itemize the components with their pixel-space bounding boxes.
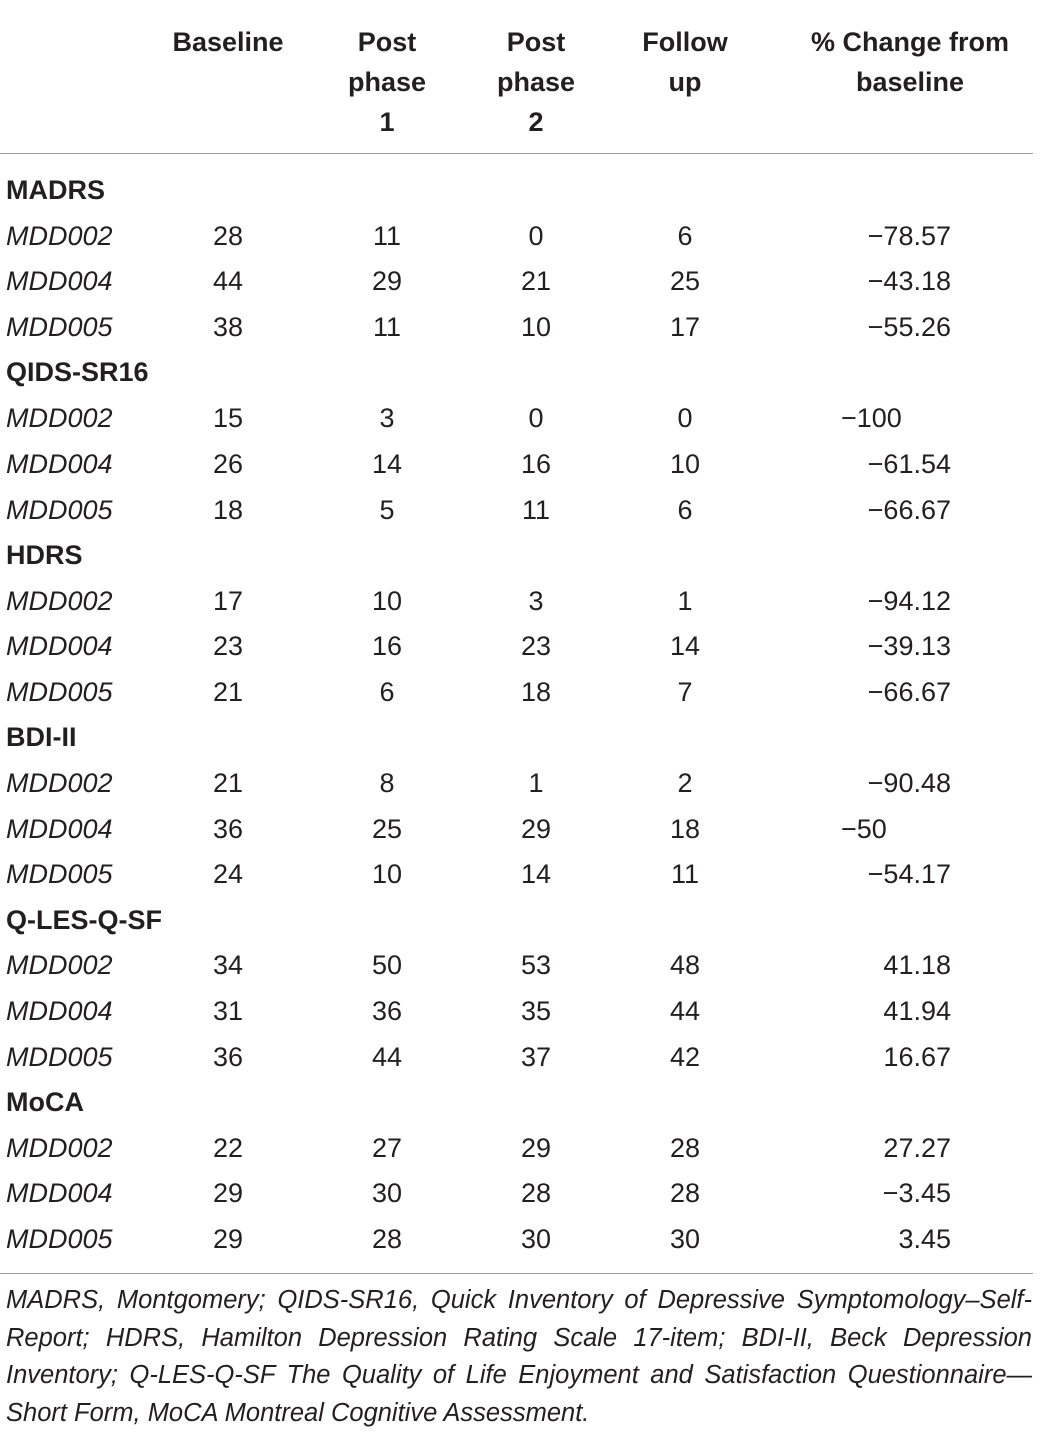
follow-up-value: 48 [669,950,701,981]
table-row [0,809,1040,849]
pct-change-value: −3.45 [882,1178,951,1209]
pct-change-value: 3.45 [898,1224,951,1255]
participant-id: MDD004 [6,631,113,662]
table-row [0,261,1040,301]
post-phase-2-value: 0 [528,403,544,434]
participant-id: MDD005 [6,676,113,707]
table-row [0,444,1040,484]
follow-up-value: 18 [669,813,701,844]
post-phase-2-value: 37 [520,1041,552,1072]
baseline-value: 22 [212,1132,244,1163]
participant-id: MDD005 [6,1041,113,1072]
follow-up-value: 11 [670,859,700,890]
post-phase-1-value: 6 [379,676,395,707]
table-row [0,672,1040,712]
table-row [0,1173,1040,1213]
pct-change-value: −39.13 [867,631,951,662]
participant-id: MDD004 [6,1178,113,1209]
baseline-value: 44 [212,266,244,297]
col-header-pct-change: % Change from baseline [810,27,1010,97]
follow-up-value: 6 [677,220,693,251]
group-heading: BDI-II [6,722,77,753]
post-phase-2-value: 23 [520,631,552,662]
post-phase-2-value: 18 [520,676,552,707]
post-phase-1-value: 10 [371,859,403,890]
post-phase-2-value: 53 [520,950,552,981]
pct-change-value: −66.67 [867,494,951,525]
post-phase-1-value: 3 [379,403,395,434]
post-phase-2-value: 29 [520,1132,552,1163]
post-phase-2-value: 3 [528,585,544,616]
pct-change-value: −55.26 [867,312,951,343]
baseline-value: 21 [212,676,244,707]
pct-change-value: −100 [841,403,902,434]
table-row [0,490,1040,530]
footer-rule [0,1273,1033,1274]
table-row [0,581,1040,621]
baseline-value: 34 [212,950,244,981]
baseline-value: 23 [212,631,244,662]
pct-change-value: 27.27 [883,1132,951,1163]
pct-change-value: −94.12 [867,585,951,616]
pct-change-value: 16.67 [883,1041,951,1072]
post-phase-1-value: 29 [371,266,403,297]
baseline-value: 31 [212,996,244,1026]
pct-change-value: −90.48 [867,767,951,798]
post-phase-1-value: 11 [372,220,402,251]
post-phase-2-value: 35 [520,996,552,1026]
pct-change-value: 41.94 [883,996,951,1026]
group-heading: MoCA [6,1087,84,1117]
post-phase-2-value: 28 [520,1178,552,1209]
post-phase-1-value: 11 [372,312,402,343]
pct-change-value: −50 [841,813,887,844]
post-phase-1-value: 16 [371,631,403,662]
baseline-value: 18 [212,494,244,525]
follow-up-value: 6 [677,494,693,525]
participant-id: MDD002 [6,767,113,798]
post-phase-1-value: 36 [371,996,403,1026]
post-phase-2-value: 0 [528,220,544,251]
post-phase-2-value: 29 [520,813,552,844]
col-header-post-phase-2: Post phase 2 [496,27,576,137]
pct-change-value: −78.57 [867,220,951,251]
follow-up-value: 2 [677,767,693,798]
participant-id: MDD005 [6,1224,113,1255]
table-row [0,1037,1040,1077]
table-row [0,398,1040,438]
table-row [0,626,1040,666]
table-row [0,991,1040,1031]
group-heading: MADRS [6,175,105,205]
follow-up-value: 30 [669,1224,701,1255]
follow-up-value: 28 [669,1178,701,1209]
baseline-value: 15 [212,403,244,434]
participant-id: MDD004 [6,813,113,844]
participant-id: MDD004 [6,266,113,297]
post-phase-1-value: 44 [371,1041,403,1072]
table-row [0,945,1040,985]
table-row [0,307,1040,347]
col-header-baseline: Baseline [172,27,284,57]
baseline-value: 29 [212,1224,244,1255]
baseline-value: 26 [212,448,244,479]
pct-change-value: −61.54 [867,448,951,479]
table-row [0,763,1040,803]
baseline-value: 36 [212,1041,244,1072]
baseline-value: 38 [212,312,244,343]
post-phase-1-value: 28 [371,1224,403,1255]
post-phase-1-value: 14 [371,448,403,479]
pct-change-value: 41.18 [883,950,951,981]
table-row [0,1219,1040,1259]
post-phase-1-value: 25 [371,813,403,844]
follow-up-value: 25 [669,266,701,297]
follow-up-value: 42 [669,1041,701,1072]
follow-up-value: 14 [669,631,701,662]
header-rule [0,153,1033,154]
baseline-value: 36 [212,813,244,844]
participant-id: MDD002 [6,1132,113,1163]
post-phase-2-value: 11 [521,494,551,525]
baseline-value: 28 [212,220,244,251]
baseline-value: 29 [212,1178,244,1209]
col-header-post-phase-1: Post phase 1 [347,27,427,137]
follow-up-value: 17 [669,312,701,343]
post-phase-1-value: 27 [371,1132,403,1163]
participant-id: MDD002 [6,585,113,616]
post-phase-2-value: 21 [520,266,552,297]
participant-id: MDD005 [6,312,113,343]
pct-change-value: −54.17 [867,859,951,890]
follow-up-value: 10 [669,448,701,479]
post-phase-2-value: 14 [520,859,552,890]
baseline-value: 17 [212,585,244,616]
participant-id: MDD002 [6,403,113,434]
group-heading: Q-LES-Q-SF [6,904,162,935]
post-phase-2-value: 16 [520,448,552,479]
participant-id: MDD002 [6,950,113,981]
post-phase-2-value: 1 [528,767,544,798]
participant-id: MDD005 [6,494,113,525]
post-phase-1-value: 30 [371,1178,403,1209]
follow-up-value: 7 [677,676,693,707]
baseline-value: 24 [212,859,244,890]
table-row [0,216,1040,256]
follow-up-value: 28 [669,1132,701,1163]
table-footnote: MADRS, Montgomery; QIDS-SR16, Quick Inventory of Depressive Symptomology–Self-Report; HDRS, Hamilton Depression Rating Scale 17-item; BDI-II, Beck Depression Inventory; Q-LES-Q-SF The Quality of Life Enjoyment and Satisfaction Questionnaire—Short Form, MoCA Montreal Cognitive Assessment. [6,1286,1032,1427]
follow-up-value: 44 [669,996,701,1026]
baseline-value: 21 [212,767,244,798]
participant-id: MDD004 [6,996,113,1026]
col-header-follow-up: Follow up [642,27,728,97]
follow-up-value: 1 [677,585,693,616]
pct-change-value: −66.67 [867,676,951,707]
table-row [0,854,1040,894]
pct-change-value: −43.18 [867,266,951,297]
post-phase-2-value: 30 [520,1224,552,1255]
post-phase-1-value: 8 [379,767,395,798]
participant-id: MDD005 [6,859,113,890]
post-phase-1-value: 10 [371,585,403,616]
table-row [0,1128,1040,1168]
post-phase-1-value: 50 [371,950,403,981]
post-phase-2-value: 10 [520,312,552,343]
participant-id: MDD004 [6,448,113,479]
group-heading: QIDS-SR16 [6,357,149,388]
group-heading: HDRS [6,539,83,570]
follow-up-value: 0 [677,403,693,434]
participant-id: MDD002 [6,220,113,251]
post-phase-1-value: 5 [379,494,395,525]
